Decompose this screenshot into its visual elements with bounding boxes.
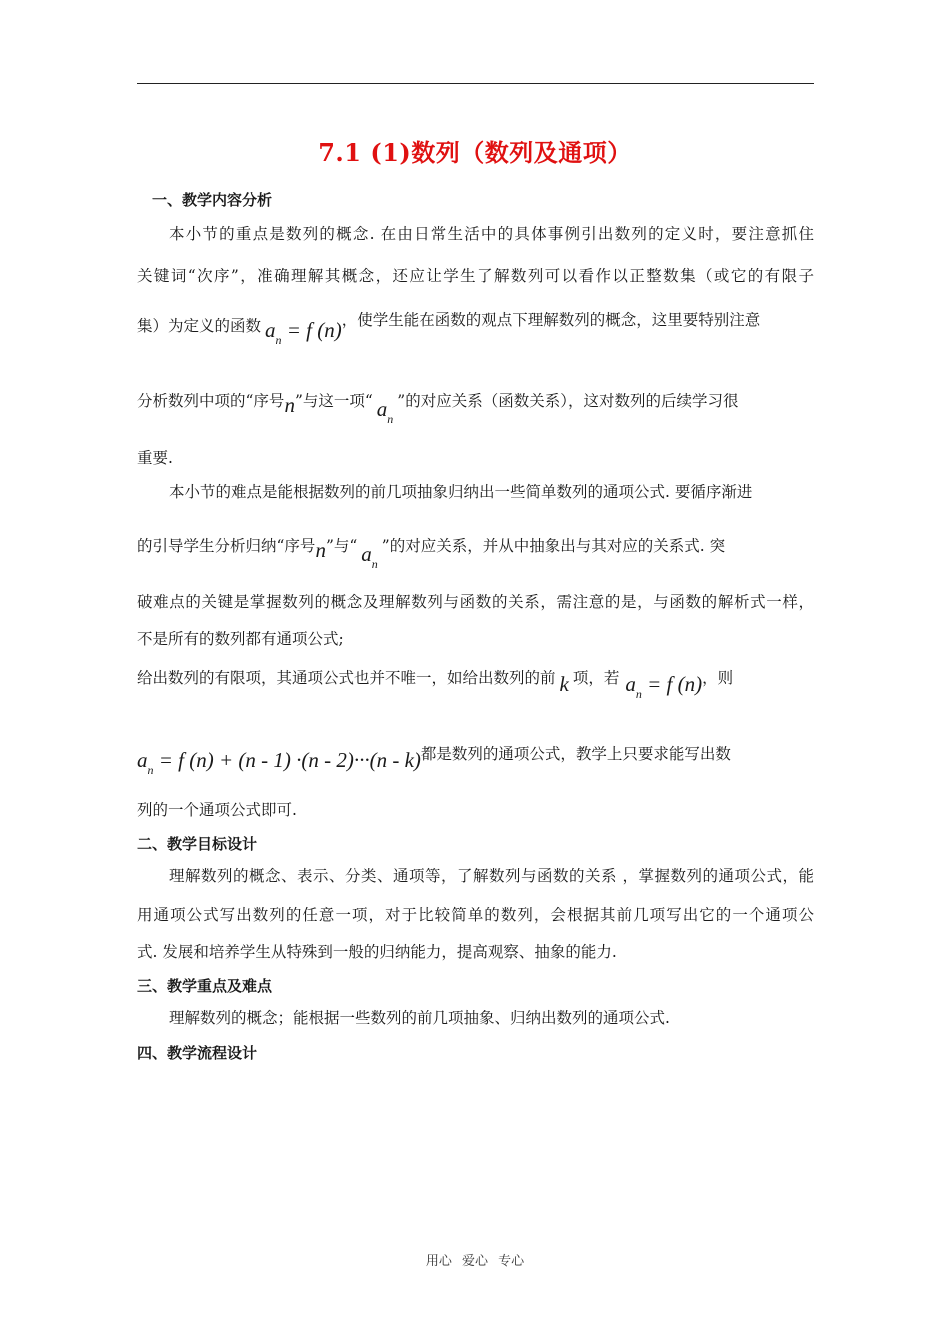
page-footer: 用心 爱心 专心 [425, 1254, 525, 1269]
paragraph-line-with-formula [137, 742, 731, 777]
paragraph-line: 本小节的难点是能根据数列的前几项抽象归纳出一些简单数列的通项公式. 要循序渐进 [169, 483, 753, 501]
paragraph-line: 理解数列的概念、表示、分类、通项等，了解数列与函数的关系 ，掌握数列的通项公式，能 [169, 867, 814, 885]
text-segment: ，使学生能在函数的观点下理解数列的概念，这里要特别注意 [341, 311, 761, 329]
section-heading-2: 二、教学目标设计 [137, 835, 258, 853]
section-heading-4: 四、教学流程设计 [137, 1044, 258, 1062]
text-segment: 分析数列中项的“序号 [137, 392, 285, 410]
paragraph-line-with-formula [137, 389, 739, 426]
paragraph-line: 式. 发展和培养学生从特殊到一般的归纳能力，提高观察、抽象的能力. [137, 943, 617, 961]
text-segment: 的引导学生分析归纳“序号 [137, 537, 316, 555]
text-segment: 都是数列的通项公式，教学上只要求能写出数 [420, 745, 731, 763]
formula-an: $a_n$ [361, 542, 378, 571]
text-segment: ”的对应关系，并从中抽象出与其对应的关系式. 突 [381, 537, 726, 555]
text-segment: 集）为定义的函数 [137, 317, 262, 335]
section-heading-3: 三、教学重点及难点 [137, 977, 273, 995]
text-segment: ”与这一项“ [294, 392, 373, 410]
formula-an-eq-fn: $a_n = f$ (n) [625, 672, 703, 701]
formula-k: k [559, 672, 569, 696]
text-segment: 项，若 [572, 669, 620, 687]
section-heading-1: 一、教学内容分析 [152, 191, 273, 209]
paragraph-line: 关键词“次序”，准确理解其概念，还应让学生了解数列可以看作以正整数集（或它的有限子 [137, 267, 814, 285]
formula-n: n [284, 393, 295, 417]
text-segment: ”的对应关系（函数关系），这对数列的后续学习很 [397, 392, 739, 410]
formula-an-eq-fn: $a_n = f$ (n) [265, 318, 342, 347]
paragraph-line: 本小节的重点是数列的概念. 在由日常生活中的具体事例引出数列的定义时，要注意抓住 [169, 225, 814, 243]
formula-n: n [315, 538, 326, 562]
text-segment: ”与“ [325, 537, 358, 555]
formula-an: $a_n$ [376, 397, 394, 426]
text-segment: 给出数列的有限项，其通项公式也并不唯一，如给出数列的前 [137, 669, 556, 687]
paragraph-line: 破难点的关键是掌握数列的概念及理解数列与函数的关系，需注意的是，与函数的解析式一样， [137, 593, 814, 611]
paragraph-line: 列的一个通项公式即可. [137, 801, 297, 819]
formula-general-term: $a_n = f$ (n) + (n - 1) ·(n - 2)···(n - k) [137, 748, 421, 777]
paragraph-line: 不是所有的数列都有通项公式; [137, 630, 344, 648]
paragraph-line: 用通项公式写出数列的任意一项，对于比较简单的数列，会根据其前几项写出它的一个通项公 [137, 906, 814, 924]
paragraph-line: 重要. [137, 449, 173, 467]
paragraph-line-with-formula [137, 534, 726, 571]
header-rule [137, 83, 814, 84]
paragraph-line: 理解数列的概念；能根据一些数列的前几项抽象、归纳出数列的通项公式. [169, 1009, 670, 1027]
paragraph-line-with-formula [137, 666, 734, 701]
paragraph-line-with-formula [137, 311, 761, 347]
text-segment: ，则 [702, 669, 734, 687]
page-title: 7.1 (1)数列（数列及通项） [318, 138, 632, 167]
